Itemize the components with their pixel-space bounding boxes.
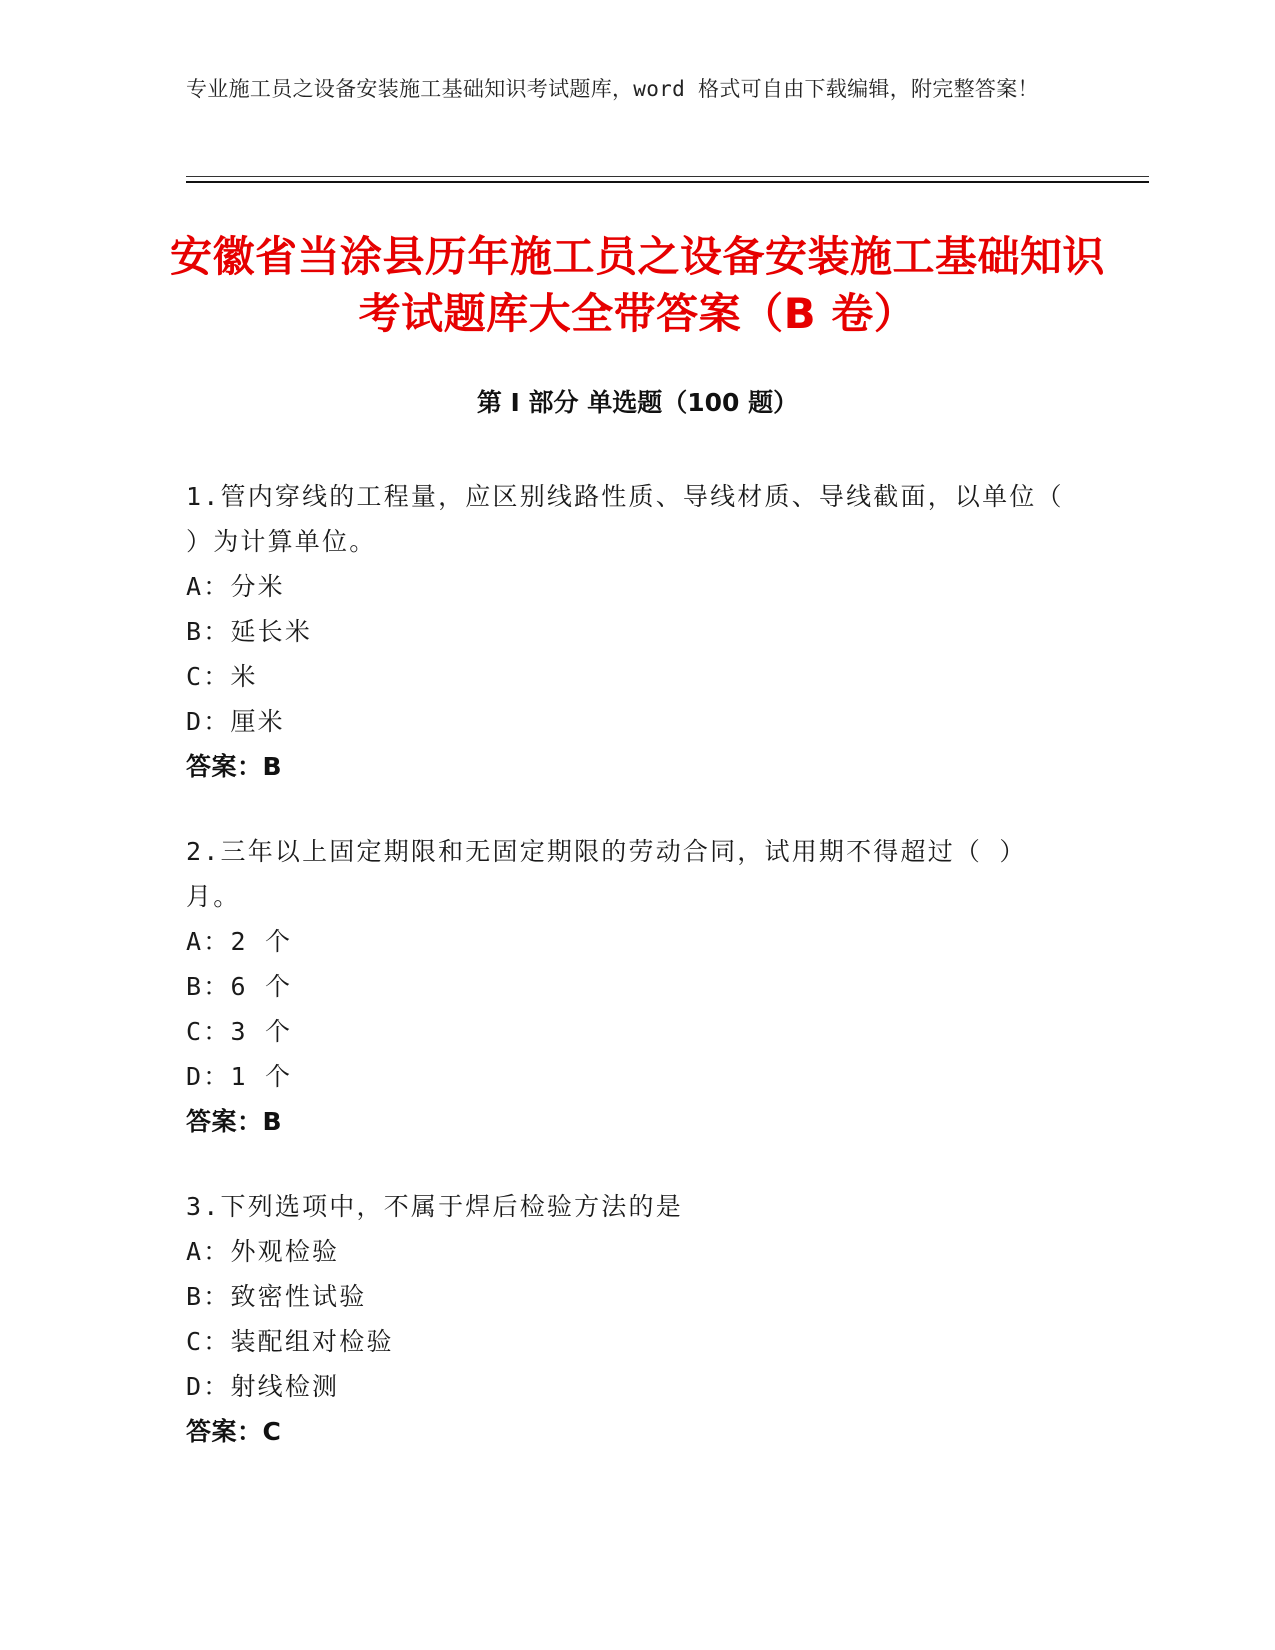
header-note: 专业施工员之设备安装施工基础知识考试题库，word 格式可自由下载编辑，附完整答案！ (186, 77, 1039, 101)
question-2 (186, 829, 1066, 1144)
option-b: B：致密性试验 (186, 1282, 367, 1311)
question-1 (186, 474, 1066, 789)
option-d: D：1 个 (186, 1062, 293, 1091)
option-c: C：米 (186, 662, 258, 691)
question-text: 1.管内穿线的工程量，应区别线路性质、导线材质、导线截面，以单位（ ）为计算单位。 (186, 482, 1064, 556)
answer-line: 答案：B (186, 752, 283, 781)
option-c: C：3 个 (186, 1017, 293, 1046)
option-b: B：延长米 (186, 617, 313, 646)
answer-line: 答案：C (186, 1417, 282, 1446)
header-rule-thick (186, 181, 1149, 183)
question-text: 2.三年以上固定期限和无固定期限的劳动合同，试用期不得超过（ ）月。 (186, 837, 1027, 911)
document-title: 安徽省当涂县历年施工员之设备安装施工基础知识考试题库大全带答案（B 卷） (169, 232, 1105, 338)
question-text: 3.下列选项中，不属于焊后检验方法的是 (186, 1192, 683, 1221)
option-c: C：装配组对检验 (186, 1327, 394, 1356)
answer-line: 答案：B (186, 1107, 283, 1136)
question-3 (186, 1184, 1066, 1454)
option-d: D：厘米 (186, 707, 285, 736)
header-rule-thin (186, 176, 1149, 177)
option-a: A：2 个 (186, 927, 293, 956)
section-title: 第 I 部分 单选题（100 题） (476, 388, 799, 417)
option-a: A：外观检验 (186, 1237, 340, 1266)
question-list (186, 474, 1066, 1494)
option-d: D：射线检测 (186, 1372, 340, 1401)
option-b: B：6 个 (186, 972, 293, 1001)
option-a: A：分米 (186, 572, 285, 601)
